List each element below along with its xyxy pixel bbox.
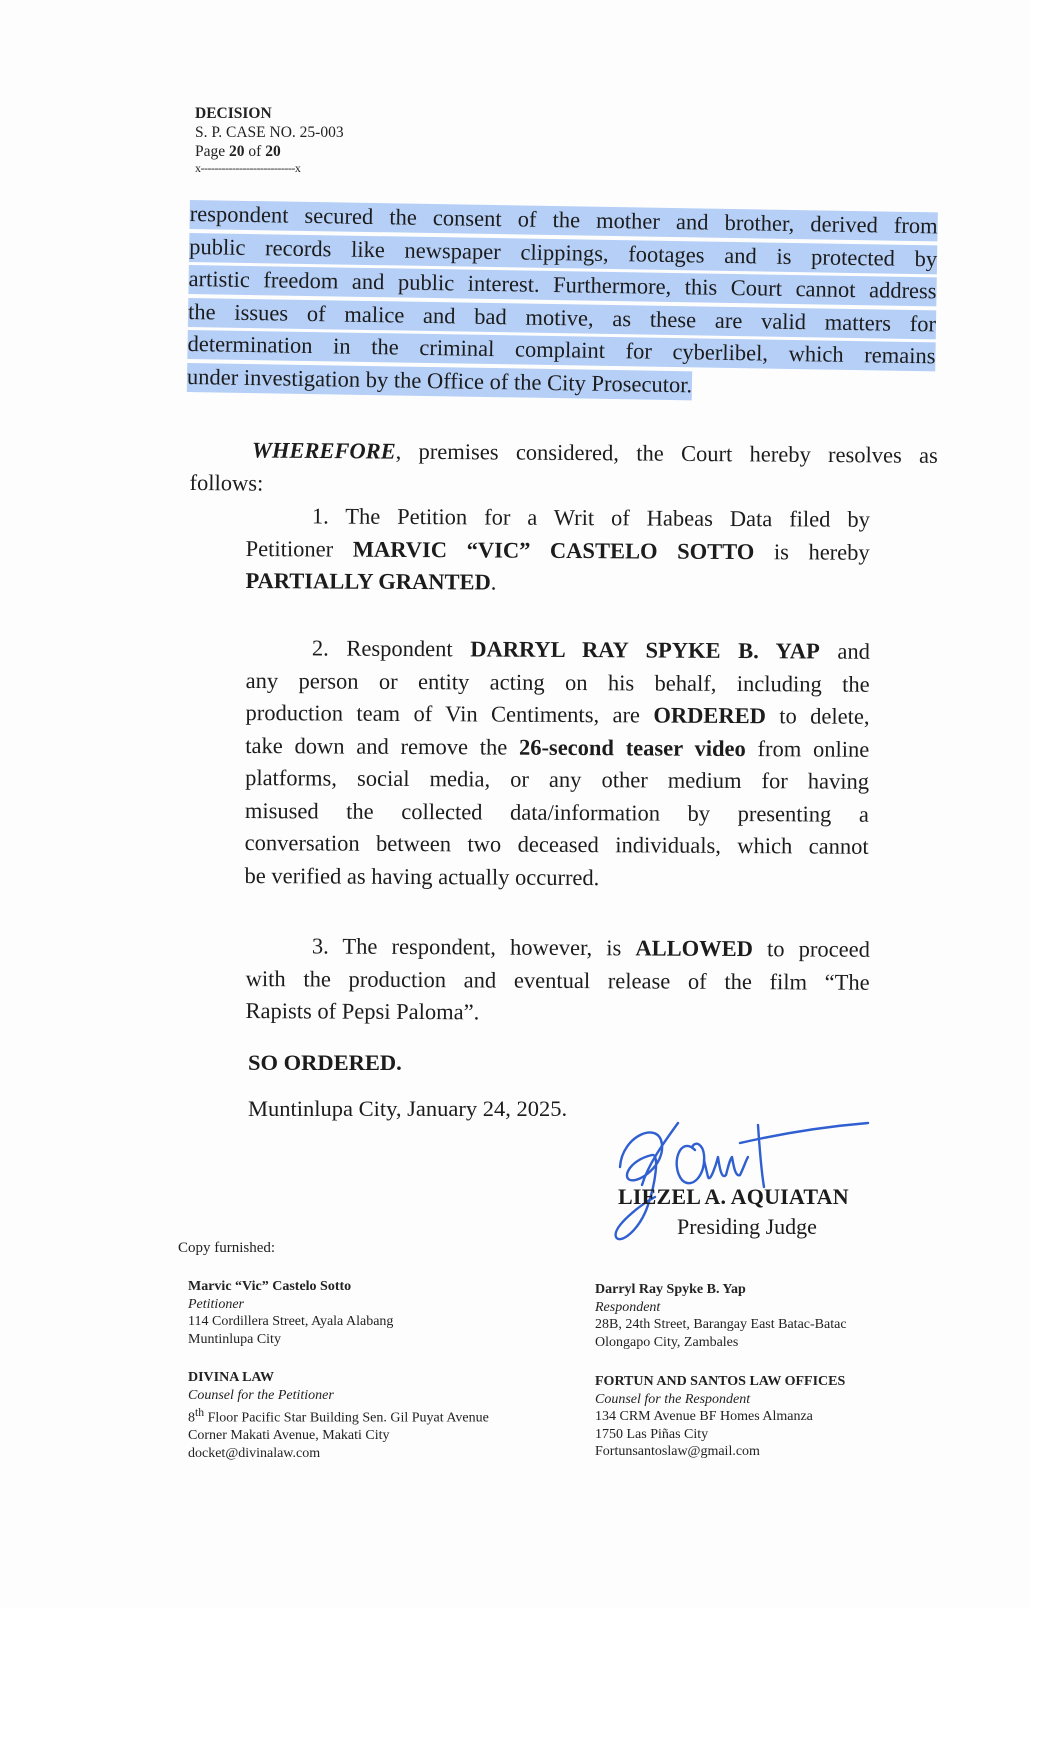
wherefore-paragraph: WHEREFORE, premises considered, the Court hereby resolves as follows: — [189, 437, 938, 496]
header-separator: x---------------------------x — [195, 161, 301, 175]
ruling-item-1: 1. The Petition for a Writ of Habeas Data filed by Petitioner MARVIC “VIC” CASTELO SOTTO is hereby PARTIALLY GRANTED. — [245, 503, 870, 595]
highlighted-line: under investigation by the Office of the City Prosecutor. — [187, 360, 935, 405]
cc-name: FORTUN AND SANTOS LAW OFFICES — [595, 1374, 846, 1389]
signature-stroke — [758, 1125, 764, 1187]
cc-email[interactable]: docket@divinalaw.com — [188, 1445, 321, 1461]
highlighted-line: artistic freedom and public interest. Furthermore, this Court cannot address — [188, 263, 936, 308]
cc-email[interactable]: Fortunsantoslaw@gmail.com — [595, 1444, 760, 1459]
document-title: DECISION — [195, 105, 272, 122]
wherefore-keyword: WHEREFORE — [251, 437, 396, 464]
cc-role: Counsel for the Petitioner — [188, 1387, 334, 1403]
petitioner-name: MARVIC “VIC” CASTELO SOTTO — [352, 536, 755, 564]
ruling-status: PARTIALLY GRANTED — [245, 567, 491, 595]
cc-address-line: Muntinlupa City — [188, 1331, 281, 1347]
ruling-item-2: 2. Respondent DARRYL RAY SPYKE B. YAP and any person or entity acting on his behalf, including the production team of Vin Centiments, are ORDERED to delete, take down and remove the 26-second teaser video from online platforms, social media, or any other medium for having misused the collected data/information by presenting a conversation between two deceased individuals, which cannot be verified as having actually occurred. — [244, 635, 870, 890]
ordered-keyword: ORDERED — [653, 702, 766, 729]
cc-address-line: 8th Floor Pacific Star Building Sen. Gil Puyat Avenue — [188, 1406, 489, 1426]
highlighted-paragraph[interactable] — [187, 198, 938, 405]
highlighted-line: public records like newspaper clippings, footages and is protected by — [189, 230, 937, 275]
place-and-date: Muntinlupa City, January 24, 2025. — [248, 1096, 568, 1121]
teaser-video-ref: 26-second teaser video — [518, 734, 746, 761]
judge-title: Presiding Judge — [677, 1214, 817, 1239]
signature-stroke — [677, 1144, 705, 1183]
cc-respondent — [595, 1281, 847, 1351]
page-total: 20 — [265, 143, 281, 160]
cc-role: Counsel for the Respondent — [595, 1391, 751, 1407]
cc-address-line: 114 Cordillera Street, Ayala Alabang — [188, 1314, 394, 1329]
page-current: 20 — [229, 143, 245, 160]
allowed-keyword: ALLOWED — [635, 935, 754, 962]
cc-petitioner-counsel — [188, 1369, 489, 1462]
so-ordered: SO ORDERED. — [248, 1050, 402, 1075]
cc-address-line: Corner Makati Avenue, Makati City — [188, 1428, 390, 1444]
cc-petitioner — [188, 1278, 393, 1348]
cc-address-line: 1750 Las Piñas City — [595, 1426, 709, 1442]
cc-role: Respondent — [595, 1299, 661, 1315]
case-number: S. P. CASE NO. 25-003 — [195, 124, 344, 141]
cc-name: DIVINA LAW — [188, 1370, 274, 1385]
ruling-item-3: 3. The respondent, however, is ALLOWED to proceed with the production and eventual release of the film “The Rapists of Pepsi Paloma”. — [245, 933, 870, 1025]
respondent-name: DARRYL RAY SPYKE B. YAP — [470, 636, 820, 664]
highlighted-line: respondent secured the consent of the mother and brother, derived from — [189, 198, 937, 243]
cc-name: Darryl Ray Spyke B. Yap — [595, 1282, 746, 1297]
cc-address-line: Olongapo City, Zambales — [595, 1334, 739, 1350]
copy-furnished-label: Copy furnished: — [178, 1240, 276, 1256]
cc-respondent-counsel — [595, 1373, 845, 1461]
page-indicator: Page 20 of 20 — [195, 143, 281, 160]
signature-stroke — [704, 1157, 748, 1178]
judge-name: LIEZEL A. AQUIATAN — [618, 1184, 849, 1209]
cc-address-line: 134 CRM Avenue BF Homes Almanza — [595, 1409, 813, 1424]
cc-name: Marvic “Vic” Castelo Sotto — [188, 1279, 352, 1294]
document-header — [195, 104, 344, 175]
highlighted-line: determination in the criminal complaint for cyberlibel, which remains — [187, 328, 935, 373]
cc-role: Petitioner — [188, 1296, 244, 1312]
cc-address-line: 28B, 24th Street, Barangay East Batac-Batac — [595, 1317, 847, 1332]
highlighted-line: the issues of malice and bad motive, as these are valid matters for — [188, 295, 936, 340]
